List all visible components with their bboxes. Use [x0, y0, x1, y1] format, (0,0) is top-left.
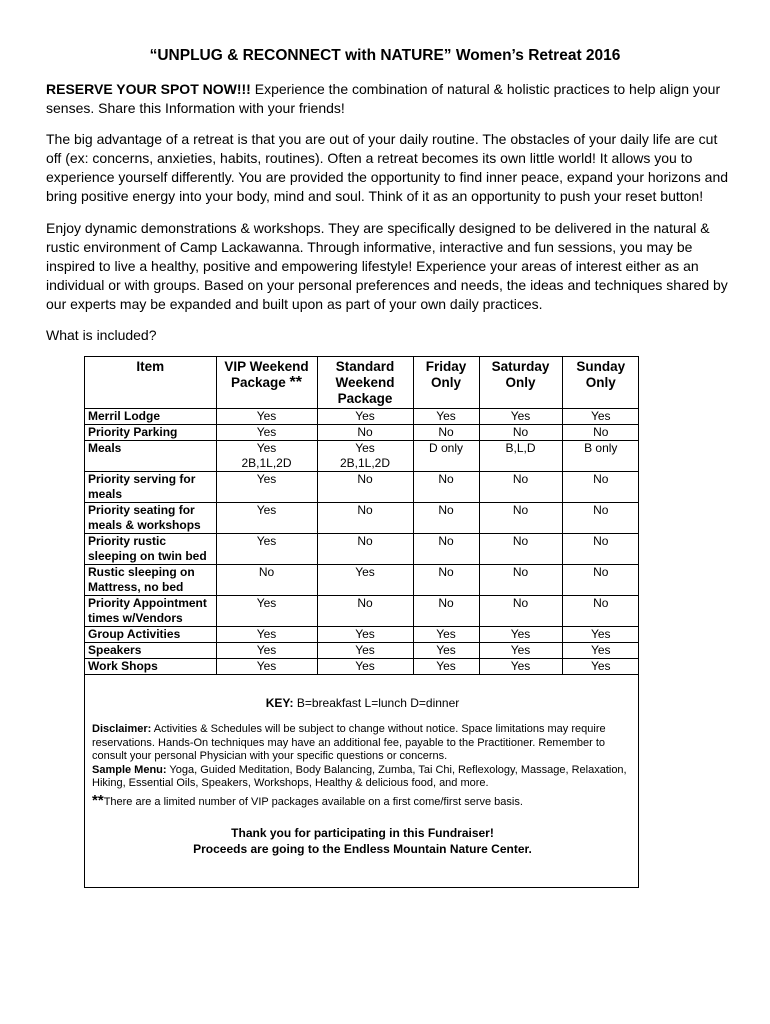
table-header-row — [85, 357, 639, 408]
package-table — [85, 357, 639, 675]
reserve-lead: RESERVE YOUR SPOT NOW!!! — [46, 81, 251, 97]
table-row — [85, 440, 639, 471]
table-cell: No — [413, 502, 479, 533]
table-cell: Yes — [562, 626, 639, 642]
row-item-label: Group Activities — [85, 626, 216, 642]
table-row — [85, 533, 639, 564]
disclaimer-text: Activities & Schedules will be subject to change without notice. Space limitations may require reservations. Hands-On techniques may have an additional fee, payable to the Practitioner. Remember to consult your personal Physician with your specific questions or concerns. — [92, 723, 606, 762]
table-row — [85, 408, 639, 424]
table-cell: No — [317, 424, 413, 440]
header-sunday: Sunday Only — [562, 357, 639, 408]
table-cell: No — [413, 533, 479, 564]
table-row — [85, 471, 639, 502]
enjoy-paragraph: Enjoy dynamic demonstrations & workshops. They are specifically designed to be delivered in the natural & rustic environment of Camp Lackawanna. Through informative, interactive and fun sessions, you may be inspired to live a healthy, positive and empowering lifestyle! Experience your areas of interest either as an individual or with groups. Based on your personal preferences and needs, the ideas and techniques shared by our experts may be expanded and built upon as part of your own daily practices. — [46, 220, 728, 312]
table-cell: Yes — [479, 642, 562, 658]
included-question: What is included? — [46, 327, 157, 343]
table-cell: No — [413, 424, 479, 440]
sample-menu-label: Sample Menu: — [92, 763, 167, 776]
table-cell: Yes — [562, 642, 639, 658]
table-row — [85, 642, 639, 658]
table-cell: Yes — [317, 626, 413, 642]
disclaimer-block — [92, 723, 632, 791]
table-cell: Yes — [413, 642, 479, 658]
header-saturday: Saturday Only — [479, 357, 562, 408]
header-friday: Friday Only — [413, 357, 479, 408]
table-cell: B,L,D — [479, 440, 562, 471]
row-item-label: Priority rustic sleeping on twin bed — [85, 533, 216, 564]
table-cell: Yes — [413, 408, 479, 424]
table-cell: Yes — [216, 471, 317, 502]
row-item-label: Meals — [85, 440, 216, 471]
table-cell: Yes — [216, 626, 317, 642]
table-cell: Yes — [216, 408, 317, 424]
table-cell: Yes — [216, 502, 317, 533]
table-cell: B only — [562, 440, 639, 471]
table-cell: Yes — [216, 595, 317, 626]
table-cell: No — [562, 533, 639, 564]
table-cell: No — [413, 471, 479, 502]
page-title: “UNPLUG & RECONNECT with NATURE” Women’s Retreat 2016 — [149, 47, 621, 64]
reserve-text: Experience the combination of natural & holistic practices to help align your senses. Share this Information with your friends! — [46, 81, 721, 116]
header-item: Item — [85, 357, 216, 408]
key-text: B=breakfast L=lunch D=dinner — [293, 696, 460, 710]
table-cell: No — [317, 595, 413, 626]
disclaimer-label: Disclaimer: — [92, 723, 152, 735]
table-cell: D only — [413, 440, 479, 471]
table-row — [85, 424, 639, 440]
table-cell: No — [562, 471, 639, 502]
header-vip: VIP Weekend Package ** — [216, 357, 317, 408]
table-cell: Yes — [216, 533, 317, 564]
table-cell: Yes — [317, 408, 413, 424]
key-label: KEY: — [265, 696, 294, 710]
table-cell: No — [479, 471, 562, 502]
retreat-info-box — [84, 356, 639, 888]
table-cell: Yes — [317, 564, 413, 595]
vip-note — [92, 792, 632, 809]
table-cell: Yes — [479, 626, 562, 642]
row-item-label: Merril Lodge — [85, 408, 216, 424]
table-cell: Yes — [479, 658, 562, 674]
table-cell: No — [562, 564, 639, 595]
table-cell: No — [479, 424, 562, 440]
table-row — [85, 595, 639, 626]
table-cell: No — [413, 595, 479, 626]
table-cell: Yes — [413, 626, 479, 642]
thanks-line-1: Thank you for participating in this Fundraiser! — [231, 826, 494, 840]
table-cell: Yes — [216, 642, 317, 658]
vip-marker: ** — [289, 374, 302, 391]
table-row — [85, 502, 639, 533]
sample-menu-text: Yoga, Guided Meditation, Body Balancing, Zumba, Tai Chi, Reflexology, Massage, Relaxation, Hiking, Essential Oils, Speakers, Workshops, Healthy & delicious food, and more. — [92, 763, 627, 789]
table-cell: Yes 2B,1L,2D — [317, 440, 413, 471]
reserve-paragraph — [46, 80, 736, 118]
row-item-label: Priority serving for meals — [85, 471, 216, 502]
row-item-label: Priority Parking — [85, 424, 216, 440]
table-cell: Yes — [317, 642, 413, 658]
table-cell: Yes 2B,1L,2D — [216, 440, 317, 471]
thanks-block — [85, 825, 640, 857]
table-cell: Yes — [562, 408, 639, 424]
table-cell: Yes — [216, 658, 317, 674]
table-cell: No — [479, 564, 562, 595]
table-cell: Yes — [562, 658, 639, 674]
table-cell: No — [317, 502, 413, 533]
table-cell: No — [413, 564, 479, 595]
table-cell: Yes — [413, 658, 479, 674]
table-cell: No — [562, 595, 639, 626]
table-cell: Yes — [317, 658, 413, 674]
table-row — [85, 626, 639, 642]
row-item-label: Rustic sleeping on Mattress, no bed — [85, 564, 216, 595]
row-item-label: Priority Appointment times w/Vendors — [85, 595, 216, 626]
thanks-line-2: Proceeds are going to the Endless Mountain Nature Center. — [193, 842, 532, 856]
table-cell: No — [562, 424, 639, 440]
table-cell: Yes — [216, 424, 317, 440]
table-cell: No — [479, 595, 562, 626]
table-cell: No — [562, 502, 639, 533]
vip-note-text: There are a limited number of VIP packages available on a first come/first serve basis. — [103, 796, 523, 808]
advantage-paragraph: The big advantage of a retreat is that you are out of your daily routine. The obstacles of your daily life are cut off (ex: concerns, anxieties, habits, routines). Often a retreat becomes its own little world! It allows you to experience yourself differently. You are provided the opportunity to find inner peace, expand your horizons and bring positive energy into your body, mind and soul. Think of it as an opportunity to push your reset button! — [46, 131, 729, 204]
table-body — [85, 408, 639, 674]
table-cell: No — [216, 564, 317, 595]
table-cell: No — [317, 471, 413, 502]
row-item-label: Work Shops — [85, 658, 216, 674]
table-row — [85, 564, 639, 595]
table-cell: No — [479, 502, 562, 533]
table-row — [85, 658, 639, 674]
table-cell: No — [317, 533, 413, 564]
table-cell: Yes — [479, 408, 562, 424]
meal-key — [85, 696, 640, 710]
vip-note-stars: ** — [92, 792, 104, 809]
header-standard: Standard Weekend Package — [317, 357, 413, 408]
table-cell: No — [479, 533, 562, 564]
row-item-label: Speakers — [85, 642, 216, 658]
row-item-label: Priority seating for meals & workshops — [85, 502, 216, 533]
